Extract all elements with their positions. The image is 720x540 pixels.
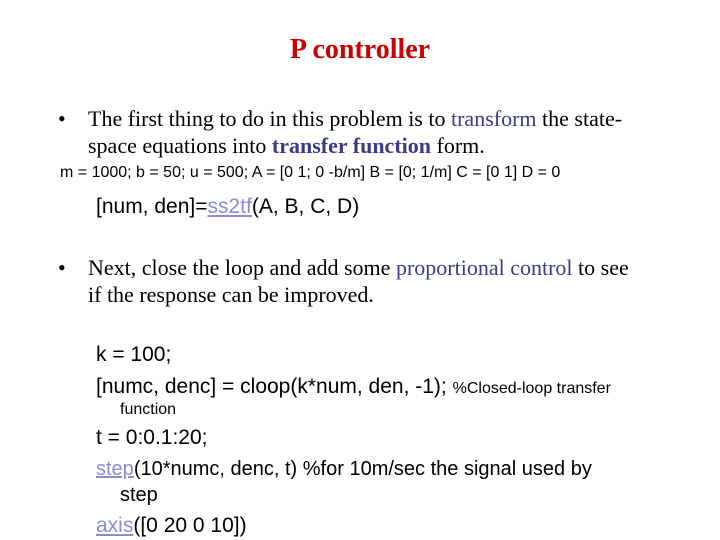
bullet-2-highlight: proportional control: [395, 255, 573, 280]
bullet-1-line-2: [88, 133, 485, 159]
bullet-1-text-b: the state-: [536, 106, 623, 131]
axis-link[interactable]: axis: [96, 514, 134, 537]
code-step-line: [96, 458, 592, 481]
code-cloop-line: [96, 375, 611, 399]
ss2tf-prefix: [num, den]=: [96, 195, 208, 218]
code-k-line: k = 100;: [96, 343, 172, 366]
code-t-line: t = 0:0.1:20;: [96, 426, 208, 449]
code-cloop-comment: %Closed-loop transfer: [452, 380, 611, 397]
code-step-cont: step: [120, 484, 158, 506]
bullet-2-line-2: if the response can be improved.: [88, 282, 374, 307]
ss2tf-link[interactable]: ss2tf: [207, 195, 252, 218]
bullet-1-text-c: space equations into: [88, 133, 272, 158]
bullet-1-highlight: transform: [450, 106, 537, 131]
page-title: P controller: [289, 34, 431, 65]
bullet-1-highlight-2: transfer function: [271, 133, 431, 158]
bullet-1-text-a: The first thing to do in this problem is to: [88, 106, 451, 131]
code-axis-line: [96, 514, 247, 538]
bullet-2-dot: •: [58, 255, 66, 280]
params-line: m = 1000; b = 50; u = 500; A = [0 1; 0 -b/m] B = [0; 1/m] C = [0 1] D = 0: [60, 164, 561, 181]
code-cloop-comment-cont: function: [120, 401, 177, 418]
ss2tf-line: [96, 195, 359, 219]
ss2tf-suffix: (A, B, C, D): [251, 195, 360, 218]
code-step-rest: (10*numc, denc, t) %for 10m/sec the signal used by: [133, 458, 592, 480]
bullet-2-text-a: Next, close the loop and add some: [88, 255, 396, 280]
bullet-1-line-1: [88, 106, 622, 132]
code-cloop: [numc, denc] = cloop(k*num, den, -1);: [96, 375, 447, 398]
code-axis-rest: ([0 20 0 10]): [133, 514, 247, 537]
bullet-1-text-d: form.: [431, 133, 485, 158]
bullet-2-line-1: [88, 255, 629, 281]
step-link[interactable]: step: [96, 458, 134, 480]
bullet-2-text-b: to see: [572, 255, 629, 280]
bullet-1-dot: •: [58, 106, 66, 131]
